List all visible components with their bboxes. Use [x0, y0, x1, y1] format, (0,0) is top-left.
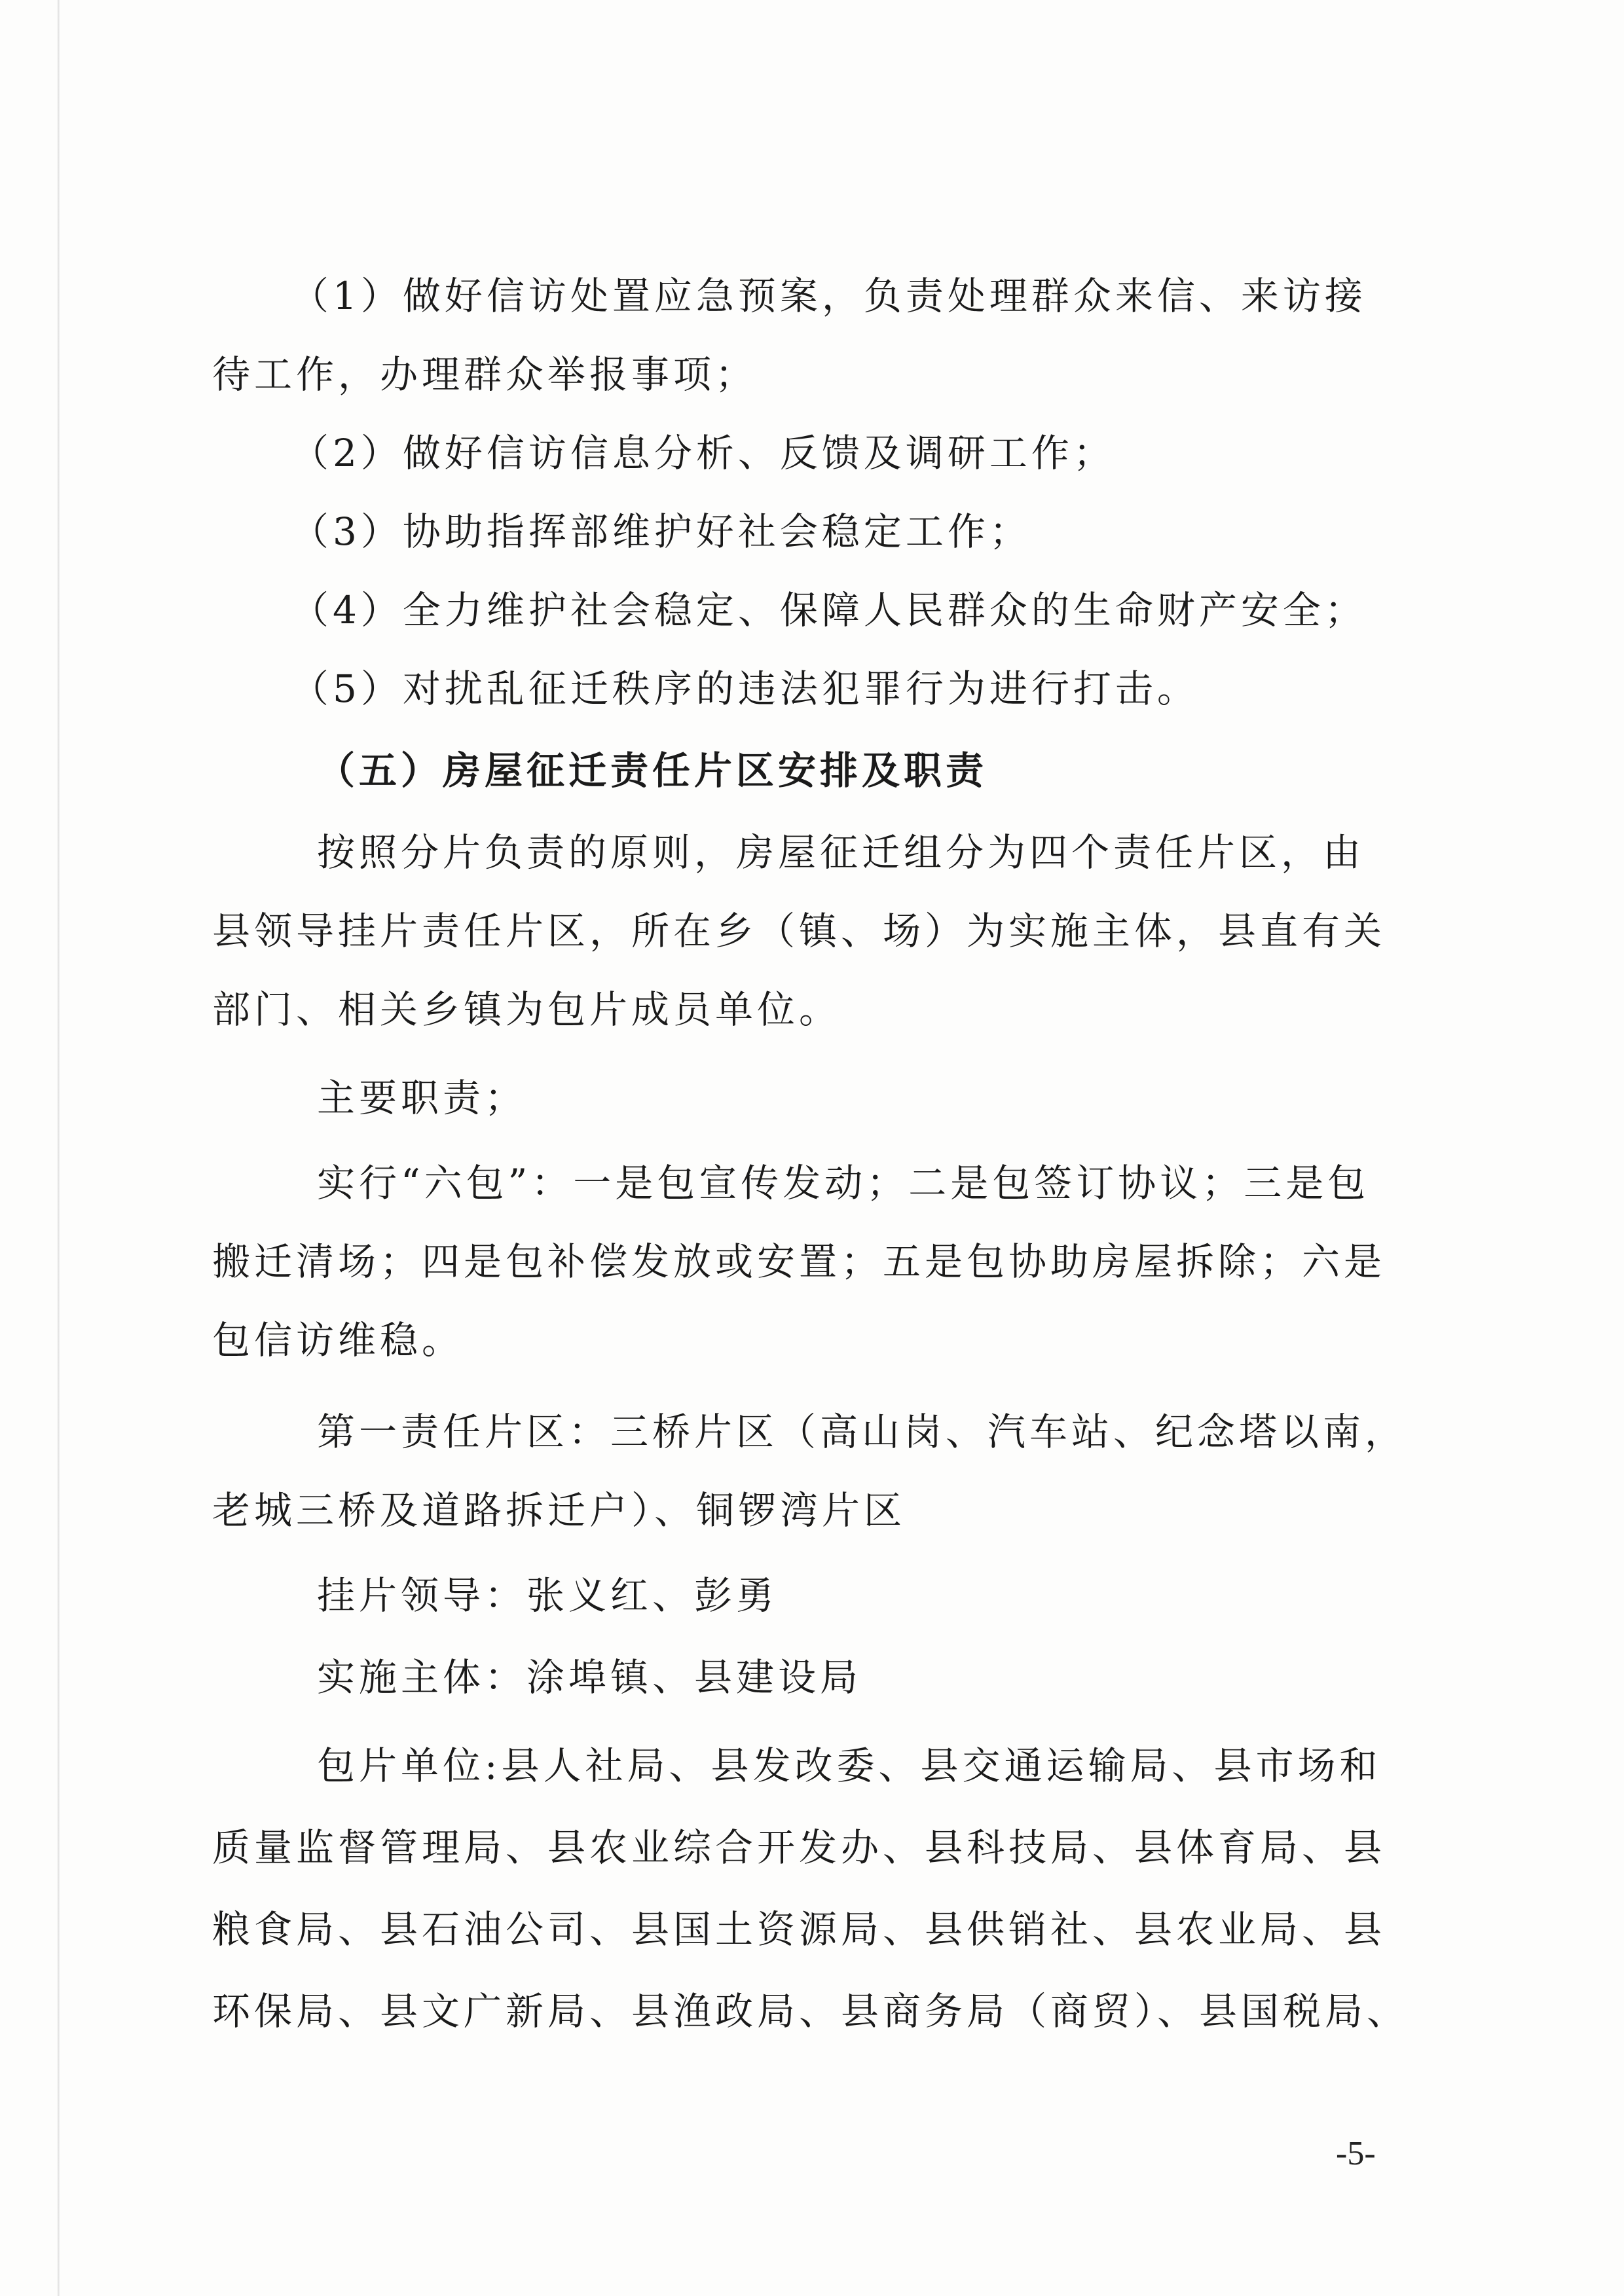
- item-2: （2）做好信访信息分析、反馈及调研工作；: [291, 431, 1115, 475]
- six-packages-line-3: 包信访维稳。: [212, 1318, 464, 1362]
- intro-line-2: 县领导挂片责任片区，所在乡（镇、场）为实施主体，县直有关: [212, 909, 1386, 953]
- zone1-line-1: 第一责任片区：三桥片区（高山岗、汽车站、纪念塔以南，: [317, 1410, 1407, 1454]
- zone1-leaders: 挂片领导：张义红、彭勇: [317, 1573, 779, 1618]
- six-packages-line-1: 实行“六包”：一是包宣传发动；二是包签订协议；三是包: [317, 1161, 1370, 1205]
- item-4: （4）全力维护社会稳定、保障人民群众的生命财产安全；: [291, 588, 1367, 632]
- page-fold-line: [58, 0, 60, 2296]
- page-number: -5-: [1336, 2135, 1376, 2172]
- item-3: （3）协助指挥部维护好社会稳定工作；: [291, 509, 1031, 554]
- duties-label: 主要职责；: [317, 1076, 527, 1120]
- item-5: （5）对扰乱征迁秩序的违法犯罪行为进行打击。: [291, 666, 1199, 711]
- units-line-3: 粮食局、县石油公司、县国土资源局、县供销社、县农业局、县: [212, 1907, 1386, 1952]
- section-heading: （五）房屋征迁责任片区安排及职责: [317, 748, 988, 793]
- units-line-1: 包片单位:县人社局、县发改委、县交通运输局、县市场和: [317, 1743, 1382, 1788]
- item-1-line-2: 待工作，办理群众举报事项；: [212, 352, 758, 397]
- item-1-line-1: （1）做好信访处置应急预案，负责处理群众来信、来访接: [291, 274, 1367, 318]
- units-line-2: 质量监督管理局、县农业综合开发办、县科技局、县体育局、县: [212, 1825, 1386, 1870]
- zone1-line-2: 老城三桥及道路拆迁户）、铜锣湾片区: [212, 1488, 906, 1533]
- zone1-implementer: 实施主体：涂埠镇、县建设局: [317, 1655, 862, 1700]
- units-line-4: 环保局、县文广新局、县渔政局、县商务局（商贸）、县国税局、: [212, 1989, 1409, 2033]
- six-packages-line-2: 搬迁清场；四是包补偿发放或安置；五是包协助房屋拆除；六是: [212, 1239, 1386, 1284]
- intro-line-3: 部门、相关乡镇为包片成员单位。: [212, 987, 841, 1032]
- intro-line-1: 按照分片负责的原则，房屋征迁组分为四个责任片区，由: [317, 830, 1365, 875]
